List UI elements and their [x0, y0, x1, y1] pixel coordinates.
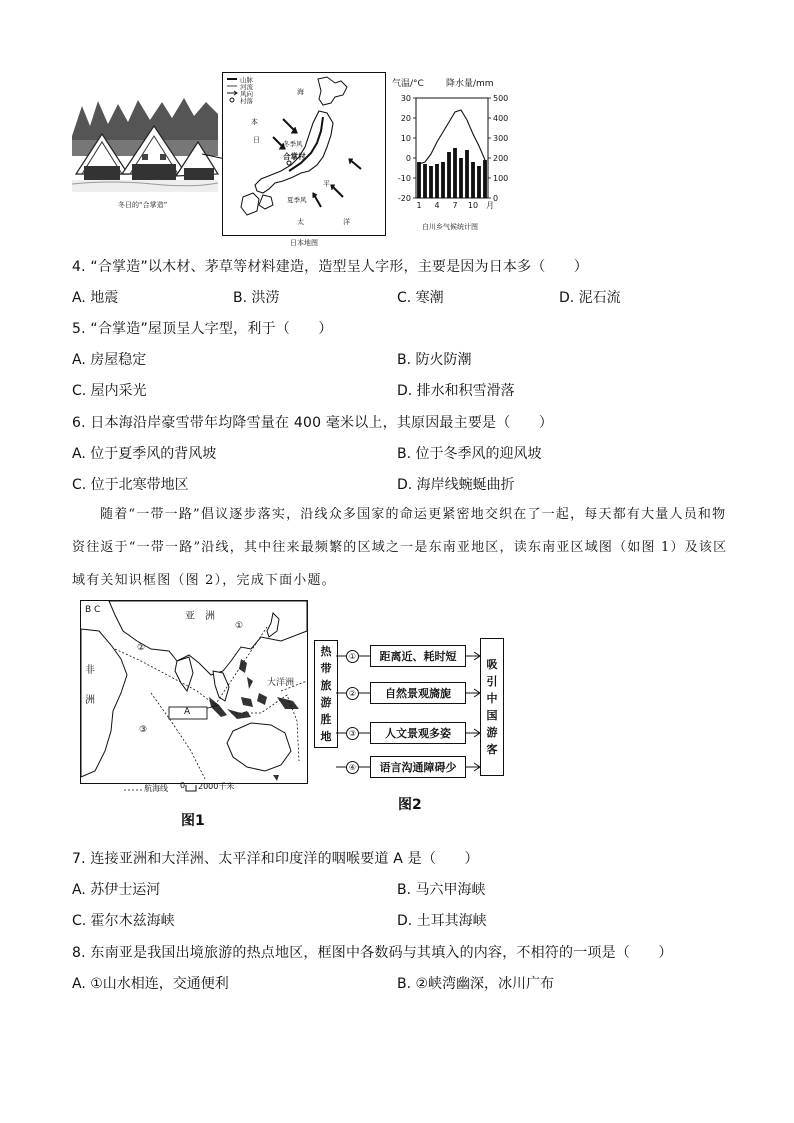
chart-ytick-label: -10 [397, 174, 411, 183]
precip-bar [447, 152, 451, 198]
precip-bar [465, 150, 469, 198]
chart-y2tick-label: 300 [493, 134, 509, 143]
fig1-route-1: ① [235, 621, 244, 631]
fig2-right-char: 吸 [486, 658, 498, 671]
fig2-left-char: 地 [320, 730, 332, 743]
question-7-stem: 7. 连接亚洲和大洋洲、太平洋和印度洋的咽喉要道 A 是（ ） [72, 851, 479, 867]
fig2-num-4: ④ [346, 761, 359, 774]
map-label-winter-wind: 冬季风 [283, 140, 303, 148]
map-label-ping: 平 [323, 180, 330, 188]
fig1-route-legend-line [124, 786, 144, 794]
map-legend [227, 79, 237, 102]
climate-chart-caption: 白川乡气候统计图 [422, 223, 478, 231]
fig2-right-char: 客 [486, 743, 498, 756]
map-label-tai: 太 [297, 218, 304, 226]
question-5-stem: 5. “合掌造”屋顶呈人字型，利于（ ） [72, 321, 333, 337]
precip-bar [429, 166, 433, 198]
chart-y2tick-label: 500 [493, 94, 509, 103]
photo-caption: 冬日的“合掌造” [118, 201, 168, 209]
legend-wind: 风向 [240, 90, 253, 98]
q7-option-b: B. 马六甲海峡 [397, 882, 486, 898]
fig2-right-box [480, 638, 504, 776]
fig2-item-2: 自然景观旖旎 [370, 682, 466, 704]
fig2-left-char: 带 [320, 662, 332, 675]
fig1-label-bc: B C [85, 605, 101, 615]
fig2-left-box [314, 640, 338, 748]
map-label-village: 合掌村 [283, 152, 306, 161]
precip-bar [441, 162, 445, 198]
chart-y2label: 降水量/mm [446, 79, 494, 89]
fig2-right-char: 引 [486, 675, 498, 688]
climate-chart [392, 76, 509, 232]
fig2-right-char: 游 [486, 726, 498, 739]
chart-ytick-label: 20 [400, 114, 411, 123]
q7-option-d: D. 土耳其海峡 [397, 913, 487, 929]
q4-option-d: D. 泥石流 [559, 290, 621, 306]
fig2-left-char: 游 [320, 696, 332, 709]
chart-ytick-label: 30 [400, 94, 411, 103]
q7-option-c: C. 霍尔木兹海峡 [72, 913, 175, 929]
chart-ytick-label: -20 [397, 194, 411, 203]
q5-option-d: D. 排水和积雪滑落 [397, 383, 515, 399]
fig1-label-asia: 亚 洲 [185, 611, 215, 622]
fig2-right-char: 国 [486, 709, 498, 722]
chart-x-unit: 月 [486, 201, 494, 210]
map-label-ben: 本 [251, 118, 258, 126]
q4-option-b: B. 洪涝 [233, 290, 280, 306]
precip-bar [459, 158, 463, 198]
fig2-item-1: 距离近、耗时短 [370, 645, 466, 667]
fig1-label-africa-zhou: 洲 [85, 695, 95, 706]
chart-y2tick-label: 0 [493, 194, 499, 203]
q6-option-a: A. 位于夏季风的背风坡 [72, 446, 217, 462]
chart-xtick-label: 4 [434, 201, 440, 210]
precip-bar [423, 164, 427, 198]
question-6-stem: 6. 日本海沿岸豪雪带年均降雪量在 400 毫米以上，其原因最主要是（ ） [72, 415, 554, 431]
fig2-left-char: 胜 [320, 713, 332, 726]
fig1-route-2: ② [137, 643, 146, 653]
q5-option-b: B. 防火防潮 [397, 352, 472, 368]
q4-option-a: A. 地震 [72, 290, 119, 306]
precip-bar [477, 166, 481, 198]
fig2-left-char: 旅 [320, 679, 332, 692]
fig1-scale-bar [186, 785, 198, 793]
fig2-item-3: 人文景观多姿 [370, 722, 466, 744]
fig1-label-africa-fei: 非 [85, 665, 95, 676]
fig1-scale-zero: 0 [180, 781, 186, 790]
chart-ytick-label: 0 [405, 154, 411, 163]
q8-option-a: A. ①山水相连，交通便利 [72, 976, 229, 992]
chart-y2tick-label: 200 [493, 154, 509, 163]
fig1-scale-text: 2000千米 [198, 782, 235, 791]
chart-xtick-label: 7 [452, 201, 458, 210]
legend-river: 河流 [240, 83, 253, 91]
fig2-num-2: ② [346, 687, 359, 700]
q4-option-c: C. 寒潮 [397, 290, 444, 306]
fig2-num-3: ③ [346, 727, 359, 740]
precip-bar [453, 148, 457, 198]
chart-xtick-label: 1 [416, 201, 422, 210]
chart-ylabel: 气温/°C [392, 79, 424, 89]
fig2-item-4: 语言沟通障碍少 [370, 756, 466, 778]
japan-map [222, 72, 386, 236]
fig2-num-1: ① [346, 650, 359, 663]
q7-option-a: A. 苏伊士运河 [72, 882, 161, 898]
chart-ytick-label: 10 [400, 134, 411, 143]
fig1-label-oceania: 大洋洲 [267, 678, 295, 688]
precip-bar [471, 162, 475, 198]
q8-option-b: B. ②峡湾幽深，冰川广布 [397, 976, 555, 992]
precip-bar [417, 162, 421, 198]
figure2-caption: 图2 [398, 797, 422, 813]
legend-village: 村落 [240, 97, 253, 105]
precip-bar [483, 160, 487, 198]
q5-option-c: C. 屋内采光 [72, 383, 147, 399]
climate-svg [392, 90, 509, 218]
precip-bar [435, 164, 439, 198]
chart-xtick-label: 10 [467, 201, 479, 210]
temperature-line [419, 110, 485, 164]
map-label-summer-wind: 夏季风 [287, 196, 307, 204]
fig2-right-char: 中 [486, 692, 498, 705]
map-label-yang: 洋 [343, 218, 350, 226]
legend-mountain: 山脉 [240, 76, 253, 84]
fig1-route-3: ③ [139, 725, 148, 735]
figure1-map [80, 600, 308, 784]
fig2-left-char: 热 [320, 645, 332, 658]
question-4-stem: 4. “合掌造”以木材、茅草等材料建造，造型呈人字形，主要是因为日本多（ ） [72, 259, 589, 275]
q6-option-b: B. 位于冬季风的迎风坡 [397, 446, 542, 462]
map-label-sea: 海 [297, 88, 304, 96]
fig1-route-legend: 航海线 [144, 784, 168, 793]
q6-option-d: D. 海岸线蜿蜒曲折 [397, 477, 515, 493]
reading-passage: 随着“一带一路”倡议逐步落实，沿线众多国家的命运更紧密地交织在了一起，每天都有大量人员和物资往返于“一带一路”沿线，其中往来最频繁的区域之一是东南亚地区，读东南亚区域图（如图 1）及该区域有关知识框图（图 2），完成下面小题。 [72, 507, 728, 588]
gassho-photo [72, 96, 218, 192]
japan-map-caption: 日本地图 [290, 239, 318, 247]
chart-y2tick-label: 400 [493, 114, 509, 123]
map-label-ri: 日 [253, 136, 260, 144]
figure1-caption: 图1 [181, 813, 205, 829]
q6-option-c: C. 位于北寒带地区 [72, 477, 189, 493]
q5-option-a: A. 房屋稳定 [72, 352, 147, 368]
question-8-stem: 8. 东南亚是我国出境旅游的热点地区，框图中各数码与其填入的内容，不相符的一项是（ ） [72, 945, 673, 961]
fig1-label-strait-a: A [184, 707, 191, 717]
chart-y2tick-label: 100 [493, 174, 509, 183]
